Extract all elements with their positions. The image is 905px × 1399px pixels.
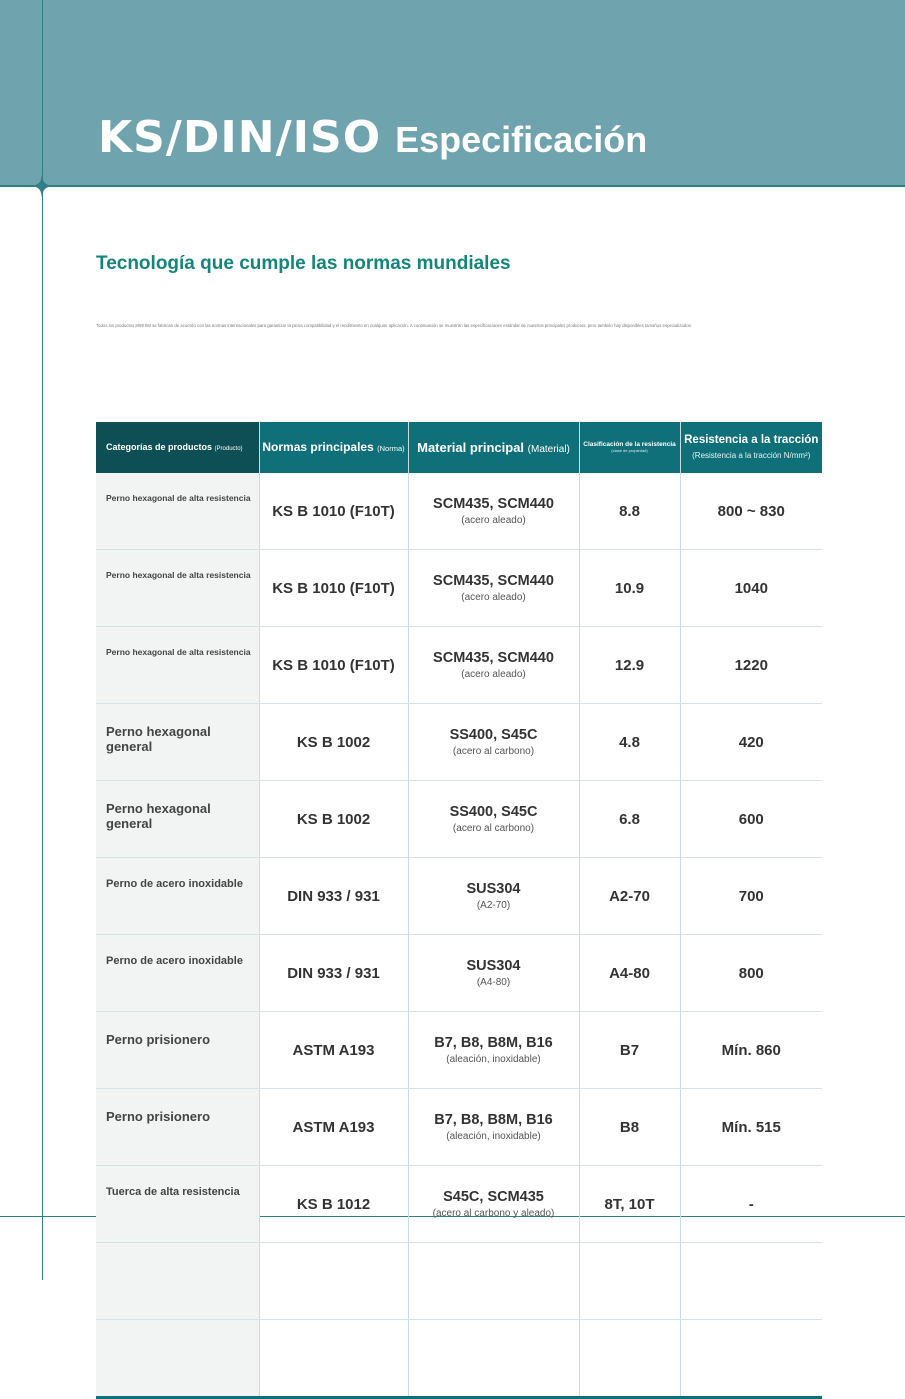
tensile-cell: 420	[680, 704, 822, 781]
material-note: (A2-70)	[476, 900, 511, 911]
material-name: SUS304	[466, 881, 521, 897]
category-cell: Tuerca de alta resistencia	[96, 1166, 259, 1243]
table-row	[96, 858, 822, 935]
material-name: B7, B8, B8M, B16	[434, 1112, 553, 1128]
category-cell: Perno de acero inoxidable	[96, 935, 259, 1012]
table-header-row	[96, 422, 822, 473]
table-row	[96, 1012, 822, 1089]
class-cell: 6.8	[579, 781, 680, 858]
material-name: SCM435, SCM440	[433, 650, 554, 666]
material-cell	[408, 935, 579, 1012]
material-note: (A4-80)	[476, 977, 511, 988]
category-cell: Perno hexagonal general	[96, 704, 259, 781]
material-cell	[408, 1012, 579, 1089]
tensile-cell: 1040	[680, 550, 822, 627]
material-name: SCM435, SCM440	[433, 573, 554, 589]
standard-cell: ASTM A193	[259, 1089, 408, 1166]
material-note: (acero al carbono y aleado)	[432, 1208, 555, 1219]
header-standard-label: Normas principales	[262, 440, 374, 455]
material-name: SS400, S45C	[449, 727, 538, 743]
tensile-cell: 700	[680, 858, 822, 935]
category-cell: Perno hexagonal general	[96, 781, 259, 858]
empty-cell	[259, 1320, 408, 1398]
header-category-small: (Producto)	[214, 445, 243, 452]
section-subtitle: Tecnología que cumple las normas mundiales	[96, 253, 511, 274]
title-sub: Especificación	[395, 119, 648, 160]
material-note: (aleación, inoxidable)	[446, 1054, 541, 1065]
class-cell: B7	[579, 1012, 680, 1089]
material-cell	[408, 781, 579, 858]
page-title	[98, 112, 647, 163]
material-name: SCM435, SCM440	[433, 496, 554, 512]
table-row	[96, 550, 822, 627]
table-row	[96, 627, 822, 704]
header-tensile-small: (Resistencia a la tracción N/mm²)	[692, 451, 811, 461]
category-cell: Perno prisionero	[96, 1012, 259, 1089]
class-cell: 4.8	[579, 704, 680, 781]
category-cell: Perno prisionero	[96, 1089, 259, 1166]
tensile-cell: 1220	[680, 627, 822, 704]
material-cell	[408, 1166, 579, 1243]
empty-cell	[96, 1320, 259, 1398]
intro-text: Todos los productos MIRISM se fabrican de acuerdo con las normas internacionales para garantizar la plena compatibilidad y el rendimiento en cualquier aplicación. A continuación se muestran las especificaciones estándar de nuestros principales productos, pero también hay disponibles tamaños especializados.	[96, 323, 692, 328]
header-class	[579, 422, 680, 473]
title-main: KS/DIN/ISO	[98, 112, 382, 163]
class-cell: B8	[579, 1089, 680, 1166]
empty-cell	[579, 1243, 680, 1320]
tensile-cell: -	[680, 1166, 822, 1243]
table-row	[96, 935, 822, 1012]
material-note: (acero aleado)	[461, 669, 526, 680]
empty-cell	[680, 1243, 822, 1320]
tensile-cell: 800	[680, 935, 822, 1012]
material-note: (acero aleado)	[461, 515, 526, 526]
material-cell	[408, 473, 579, 550]
category-cell: Perno hexagonal de alta resistencia	[96, 550, 259, 627]
banner-divider	[0, 185, 905, 187]
standard-cell: KS B 1010 (F10T)	[259, 550, 408, 627]
table-row	[96, 704, 822, 781]
standard-cell: DIN 933 / 931	[259, 858, 408, 935]
header-material	[408, 422, 579, 473]
standard-cell: KS B 1010 (F10T)	[259, 473, 408, 550]
category-cell: Perno de acero inoxidable	[96, 858, 259, 935]
table-row	[96, 1089, 822, 1166]
standard-cell: ASTM A193	[259, 1012, 408, 1089]
class-cell: A2-70	[579, 858, 680, 935]
material-name: B7, B8, B8M, B16	[434, 1035, 553, 1051]
tensile-cell: 600	[680, 781, 822, 858]
class-cell: 12.9	[579, 627, 680, 704]
header-material-label: Material principal	[417, 439, 525, 455]
material-note: (acero aleado)	[461, 592, 526, 603]
class-cell: A4-80	[579, 935, 680, 1012]
tensile-cell: Mín. 860	[680, 1012, 822, 1089]
category-cell: Perno hexagonal de alta resistencia	[96, 627, 259, 704]
specification-table	[96, 422, 822, 1399]
standard-cell: DIN 933 / 931	[259, 935, 408, 1012]
empty-cell	[96, 1243, 259, 1320]
header-tensile	[680, 422, 822, 473]
empty-row	[96, 1243, 822, 1320]
standard-cell: KS B 1012	[259, 1166, 408, 1243]
sparkle-icon	[30, 174, 54, 198]
tensile-cell: 800 ~ 830	[680, 473, 822, 550]
table-row	[96, 781, 822, 858]
header-class-small: (clase de propiedad)	[611, 448, 648, 453]
material-note: (acero al carbono)	[452, 746, 535, 757]
header-standard	[259, 422, 408, 473]
material-note: (acero al carbono)	[452, 823, 535, 834]
empty-cell	[408, 1243, 579, 1320]
material-cell	[408, 627, 579, 704]
header-standard-small: (Norma)	[377, 444, 405, 454]
tensile-cell: Mín. 515	[680, 1089, 822, 1166]
material-name: S45C, SCM435	[443, 1189, 544, 1205]
category-cell: Perno hexagonal de alta resistencia	[96, 473, 259, 550]
empty-row	[96, 1320, 822, 1398]
header-material-small: (Material)	[527, 443, 570, 455]
material-cell	[408, 550, 579, 627]
standard-cell: KS B 1010 (F10T)	[259, 627, 408, 704]
class-cell: 8T, 10T	[579, 1166, 680, 1243]
standard-cell: KS B 1002	[259, 781, 408, 858]
material-cell	[408, 858, 579, 935]
class-cell: 10.9	[579, 550, 680, 627]
material-note: (aleación, inoxidable)	[446, 1131, 541, 1142]
class-cell: 8.8	[579, 473, 680, 550]
empty-cell	[408, 1320, 579, 1398]
header-tensile-label: Resistencia a la tracción	[684, 434, 819, 447]
standard-cell: KS B 1002	[259, 704, 408, 781]
table-row	[96, 1166, 822, 1243]
material-name: SUS304	[466, 958, 521, 974]
table-row	[96, 473, 822, 550]
header-class-label: Clasificación de la resistencia	[583, 441, 676, 449]
material-name: SS400, S45C	[449, 804, 538, 820]
empty-cell	[579, 1320, 680, 1398]
header-category-label: Categorías de productos	[106, 441, 213, 452]
empty-cell	[259, 1243, 408, 1320]
header-category	[96, 422, 259, 473]
material-cell	[408, 704, 579, 781]
empty-cell	[680, 1320, 822, 1398]
material-cell	[408, 1089, 579, 1166]
